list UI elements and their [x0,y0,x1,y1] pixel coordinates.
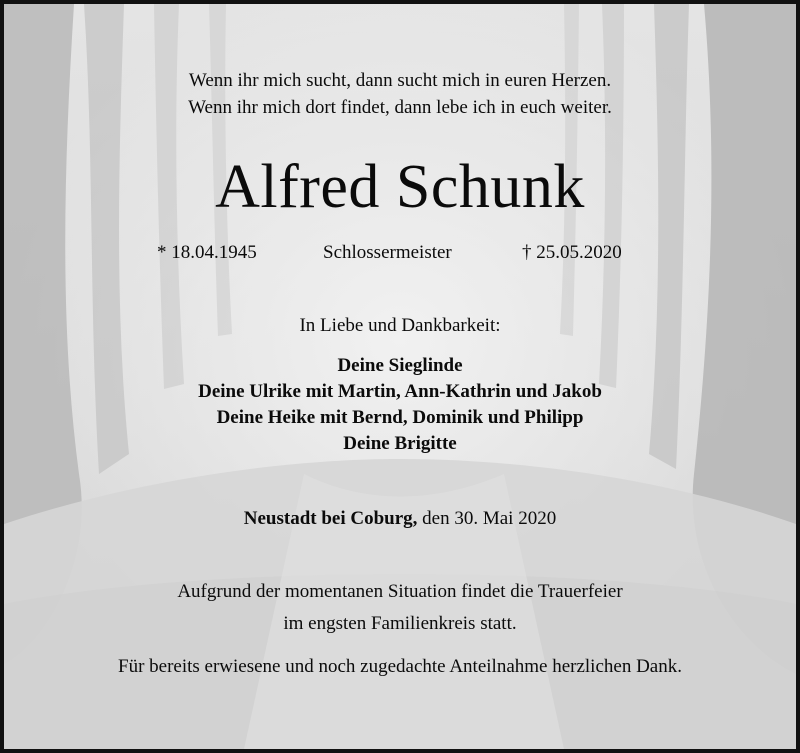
mourner-3: Deine Heike mit Bernd, Dominik und Philipp [216,407,584,428]
profession: Schlossermeister [323,242,452,263]
birth-date: * 18.04.1945 [157,242,257,263]
deceased-name: Alfred Schunk [215,153,585,221]
mourner-4: Deine Brigitte [343,433,457,454]
place-date [4,508,796,530]
verse-line-1: Wenn ihr mich sucht, dann sucht mich in euren Herzen. [188,70,612,91]
date: den 30. Mai 2020 [417,508,557,529]
death-date: † 25.05.2020 [522,242,622,263]
mourner-2: Deine Ulrike mit Martin, Ann-Kathrin und Jakob [198,381,602,402]
notice-line-2: im engsten Familienkreis statt. [283,613,517,634]
notice-content [4,4,796,749]
life-dates-row [4,242,796,266]
mourners-intro: In Liebe und Dankbarkeit: [299,315,501,336]
notice-line-1: Aufgrund der momentanen Situation findet die Trauerfeier [177,581,623,602]
place: Neustadt bei Coburg, [243,508,418,529]
mourner-1: Deine Sieglinde [337,355,463,376]
thanks-line: Für bereits erwiesene und noch zugedachte Anteilnahme herzlichen Dank. [118,656,682,677]
verse-line-2: Wenn ihr mich dort findet, dann lebe ich in euch weiter. [188,97,612,118]
